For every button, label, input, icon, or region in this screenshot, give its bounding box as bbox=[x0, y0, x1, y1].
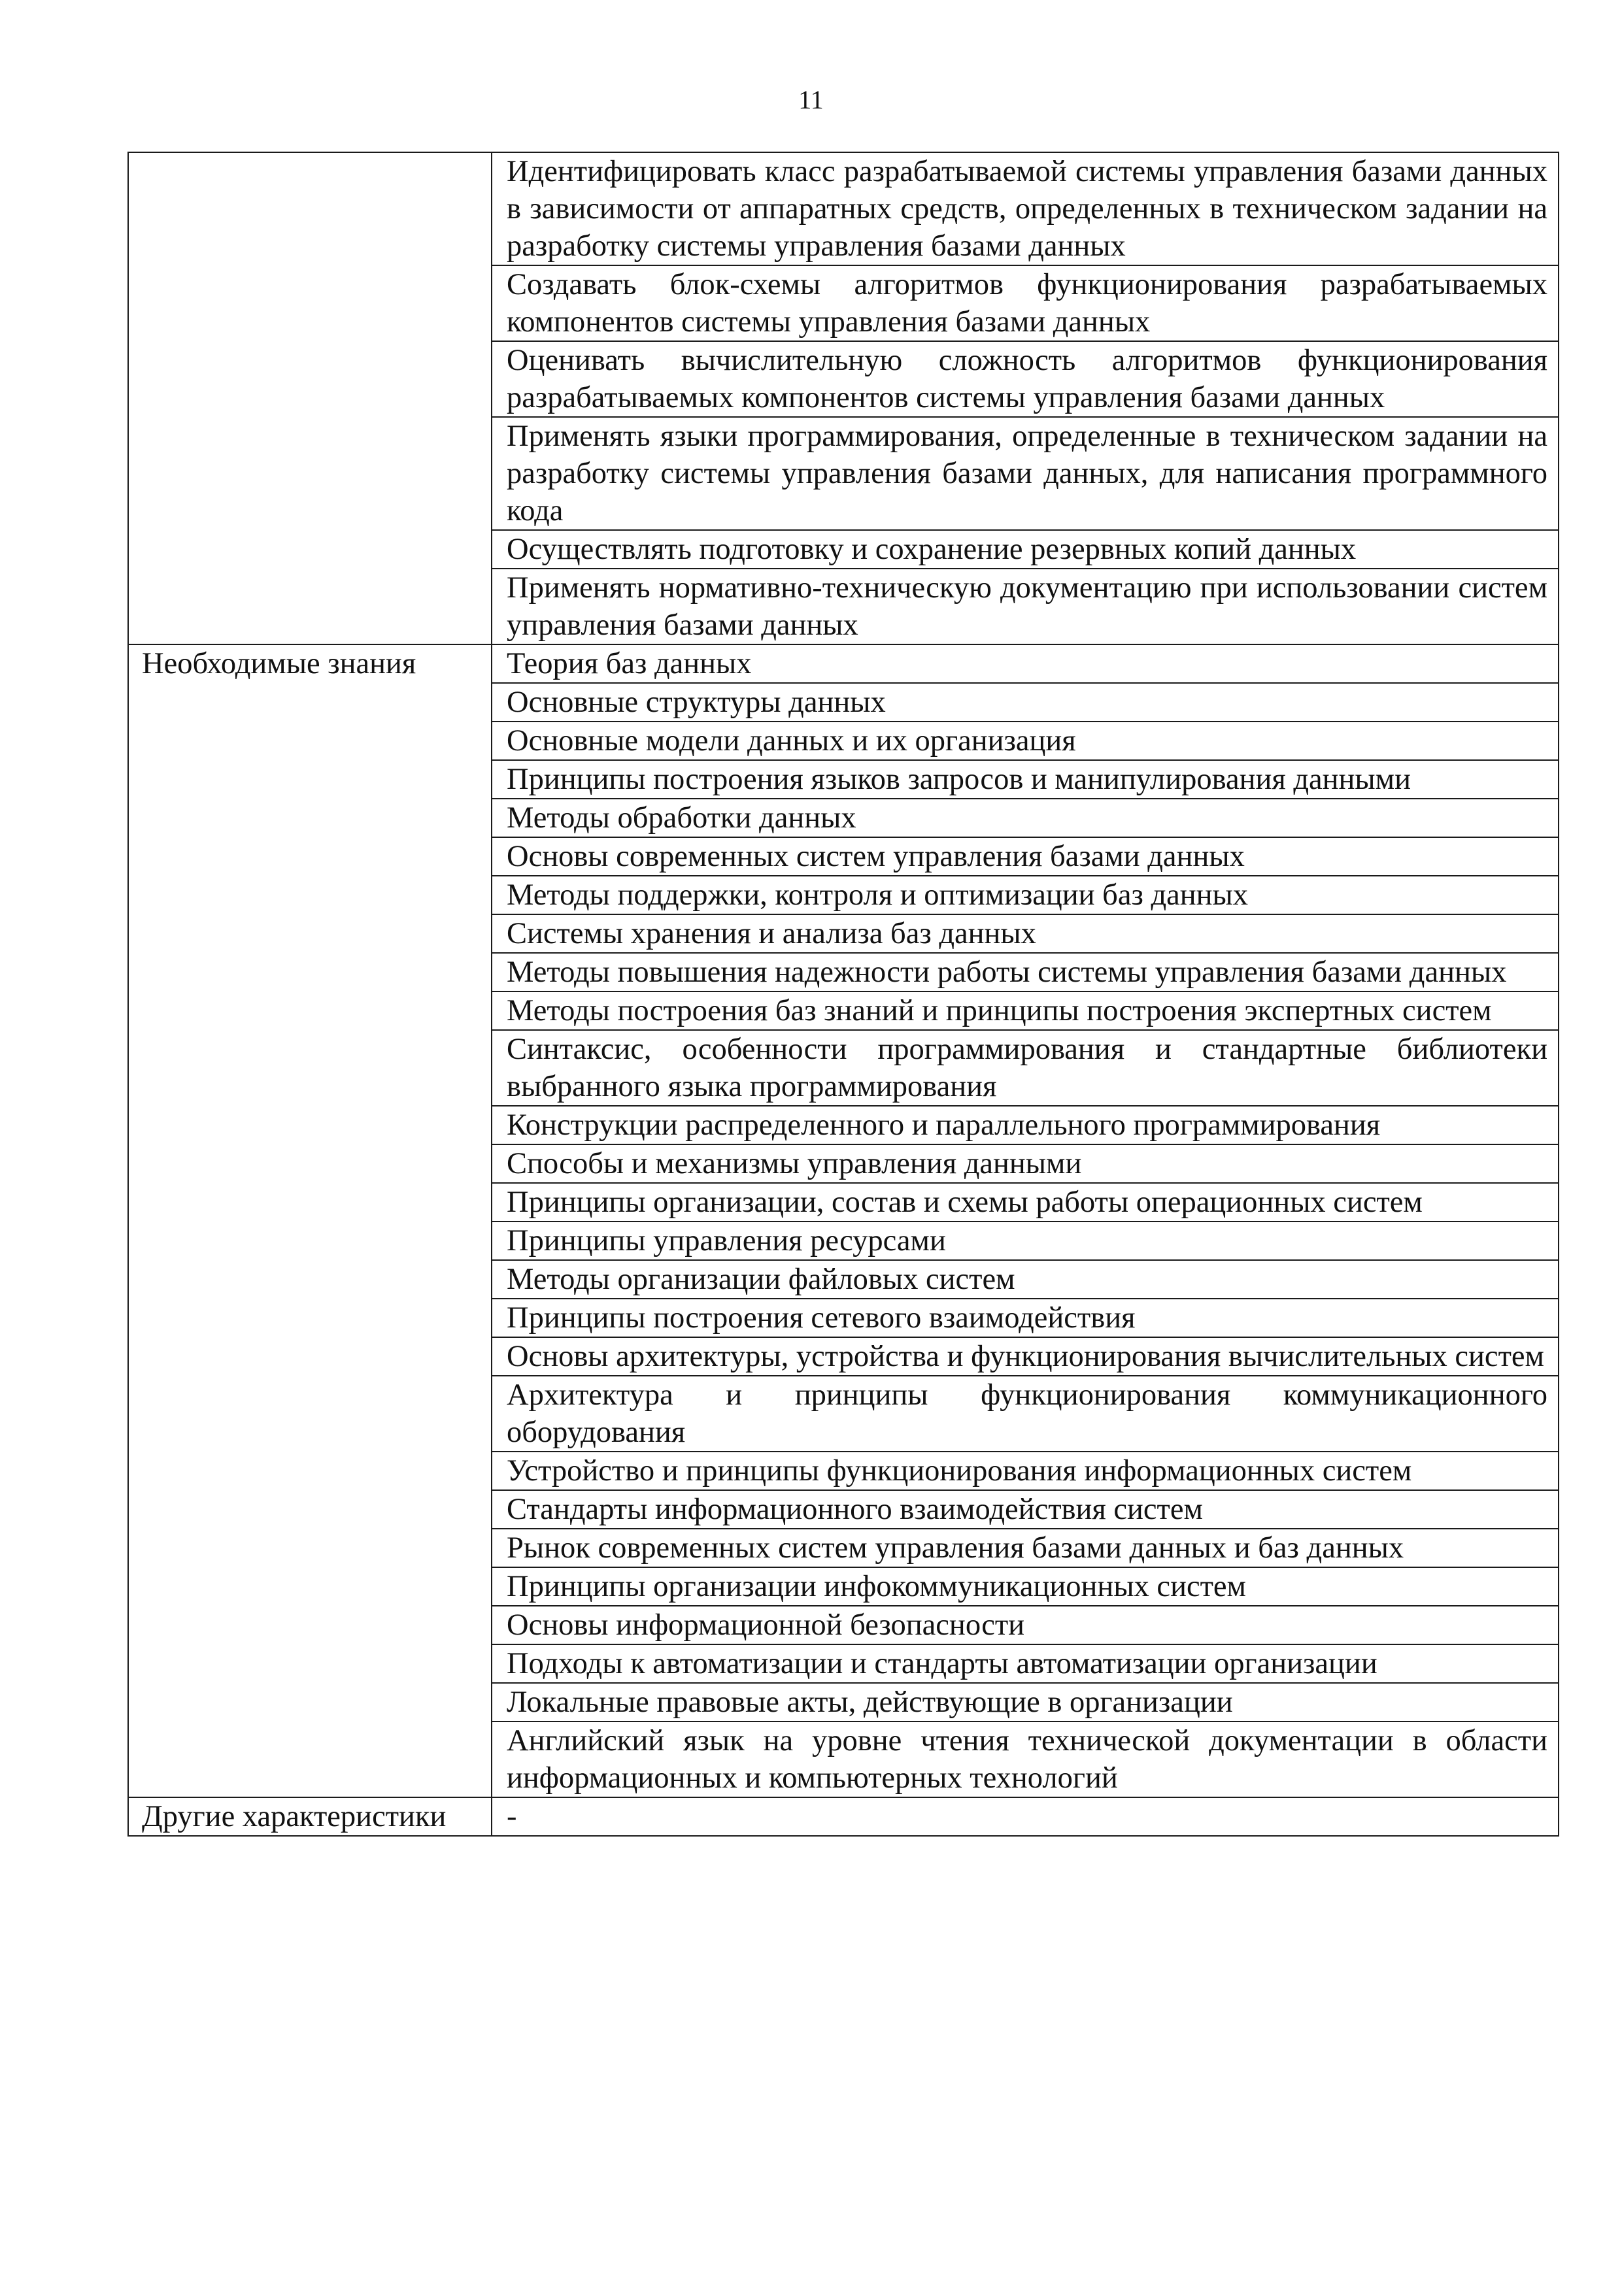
section-label-continuation bbox=[128, 1376, 492, 1452]
requirement-item: Принципы построения сетевого взаимодействия bbox=[492, 1299, 1559, 1337]
requirement-item: Создавать блок-схемы алгоритмов функционирования разрабатываемых компонентов системы управления базами данных bbox=[492, 265, 1559, 341]
table-row bbox=[128, 265, 1559, 341]
table-row bbox=[128, 644, 1559, 683]
requirement-item: Осуществлять подготовку и сохранение резервных копий данных bbox=[492, 530, 1559, 569]
section-label-continuation bbox=[128, 1567, 492, 1606]
section-label-continuation bbox=[128, 876, 492, 914]
section-label-continuation bbox=[128, 1683, 492, 1722]
requirement-item: Рынок современных систем управления базами данных и баз данных bbox=[492, 1529, 1559, 1567]
table-row bbox=[128, 1452, 1559, 1490]
section-label-continuation bbox=[128, 1260, 492, 1299]
requirement-item: Архитектура и принципы функционирования коммуникационного оборудования bbox=[492, 1376, 1559, 1452]
section-label-continuation bbox=[128, 1490, 492, 1529]
section-label: Необходимые знания bbox=[128, 644, 492, 683]
table-row bbox=[128, 1183, 1559, 1222]
table-row bbox=[128, 1030, 1559, 1106]
table-row bbox=[128, 1797, 1559, 1836]
table-row bbox=[128, 799, 1559, 837]
table-row bbox=[128, 1606, 1559, 1644]
section-label-continuation bbox=[128, 1452, 492, 1490]
section-label-continuation bbox=[128, 991, 492, 1030]
section-label-continuation bbox=[128, 722, 492, 760]
requirement-item: Способы и механизмы управления данными bbox=[492, 1144, 1559, 1183]
requirement-item: Оценивать вычислительную сложность алгоритмов функционирования разрабатываемых компонентов системы управления базами данных bbox=[492, 341, 1559, 417]
section-label-continuation bbox=[128, 1183, 492, 1222]
requirement-item: Системы хранения и анализа баз данных bbox=[492, 914, 1559, 953]
section-label-continuation bbox=[128, 1222, 492, 1260]
requirement-item: Применять нормативно-техническую документацию при использовании систем управления базами данных bbox=[492, 569, 1559, 644]
table-row bbox=[128, 760, 1559, 799]
table-row bbox=[128, 914, 1559, 953]
table-row bbox=[128, 1144, 1559, 1183]
requirement-item: Локальные правовые акты, действующие в организации bbox=[492, 1683, 1559, 1722]
requirement-item: Стандарты информационного взаимодействия систем bbox=[492, 1490, 1559, 1529]
table-row bbox=[128, 1376, 1559, 1452]
section-label-continuation bbox=[128, 569, 492, 644]
table-row bbox=[128, 837, 1559, 876]
requirement-item: Методы обработки данных bbox=[492, 799, 1559, 837]
section-label-continuation bbox=[128, 1337, 492, 1376]
table-row bbox=[128, 1337, 1559, 1376]
requirement-item: Подходы к автоматизации и стандарты автоматизации организации bbox=[492, 1644, 1559, 1683]
section-label-continuation bbox=[128, 683, 492, 722]
table-row bbox=[128, 876, 1559, 914]
requirement-item: Основные структуры данных bbox=[492, 683, 1559, 722]
table-row bbox=[128, 991, 1559, 1030]
section-label-continuation bbox=[128, 1722, 492, 1797]
requirement-item: Основы информационной безопасности bbox=[492, 1606, 1559, 1644]
table-row bbox=[128, 1299, 1559, 1337]
table-row bbox=[128, 722, 1559, 760]
requirement-item: Методы организации файловых систем bbox=[492, 1260, 1559, 1299]
requirement-item: Методы поддержки, контроля и оптимизации баз данных bbox=[492, 876, 1559, 914]
requirement-item: Основы современных систем управления базами данных bbox=[492, 837, 1559, 876]
section-label bbox=[128, 152, 492, 265]
section-label-continuation bbox=[128, 1106, 492, 1144]
section-label-continuation bbox=[128, 953, 492, 991]
requirement-item: Принципы управления ресурсами bbox=[492, 1222, 1559, 1260]
section-label-continuation bbox=[128, 1144, 492, 1183]
section-label-continuation bbox=[128, 1529, 492, 1567]
table-row bbox=[128, 683, 1559, 722]
requirement-item: Принципы построения языков запросов и манипулирования данными bbox=[492, 760, 1559, 799]
table-row bbox=[128, 1644, 1559, 1683]
section-label-continuation bbox=[128, 914, 492, 953]
table-row bbox=[128, 1567, 1559, 1606]
section-label-continuation bbox=[128, 760, 492, 799]
section-label-continuation bbox=[128, 417, 492, 530]
table-row bbox=[128, 1260, 1559, 1299]
table-row bbox=[128, 1529, 1559, 1567]
section-label-continuation bbox=[128, 530, 492, 569]
section-label-continuation bbox=[128, 265, 492, 341]
section-label: Другие характеристики bbox=[128, 1797, 492, 1836]
table-row bbox=[128, 341, 1559, 417]
requirements-table bbox=[127, 152, 1559, 1837]
table-row bbox=[128, 1722, 1559, 1797]
table-row bbox=[128, 1106, 1559, 1144]
table-row bbox=[128, 1490, 1559, 1529]
requirement-item: Основные модели данных и их организация bbox=[492, 722, 1559, 760]
section-label-continuation bbox=[128, 799, 492, 837]
table-row bbox=[128, 1683, 1559, 1722]
requirement-item: - bbox=[492, 1797, 1559, 1836]
table-row bbox=[128, 569, 1559, 644]
requirement-item: Методы построения баз знаний и принципы построения экспертных систем bbox=[492, 991, 1559, 1030]
section-label-continuation bbox=[128, 1606, 492, 1644]
requirement-item: Конструкции распределенного и параллельного программирования bbox=[492, 1106, 1559, 1144]
table-row bbox=[128, 152, 1559, 265]
requirement-item: Теория баз данных bbox=[492, 644, 1559, 683]
section-label-continuation bbox=[128, 1030, 492, 1106]
requirement-item: Синтаксис, особенности программирования и стандартные библиотеки выбранного языка программирования bbox=[492, 1030, 1559, 1106]
table-row bbox=[128, 417, 1559, 530]
table-row bbox=[128, 530, 1559, 569]
page-number: 11 bbox=[798, 85, 824, 114]
requirement-item: Принципы организации инфокоммуникационных систем bbox=[492, 1567, 1559, 1606]
table-row bbox=[128, 1222, 1559, 1260]
section-label-continuation bbox=[128, 1299, 492, 1337]
requirement-item: Идентифицировать класс разрабатываемой системы управления базами данных в зависимости от аппаратных средств, определенных в техническом задании на разработку системы управления базами данных bbox=[492, 152, 1559, 265]
requirement-item: Английский язык на уровне чтения технической документации в области информационных и компьютерных технологий bbox=[492, 1722, 1559, 1797]
requirement-item: Принципы организации, состав и схемы работы операционных систем bbox=[492, 1183, 1559, 1222]
requirement-item: Устройство и принципы функционирования информационных систем bbox=[492, 1452, 1559, 1490]
requirement-item: Применять языки программирования, определенные в техническом задании на разработку системы управления базами данных, для написания программного кода bbox=[492, 417, 1559, 530]
requirement-item: Основы архитектуры, устройства и функционирования вычислительных систем bbox=[492, 1337, 1559, 1376]
requirement-item: Методы повышения надежности работы системы управления базами данных bbox=[492, 953, 1559, 991]
requirements-table-body bbox=[128, 152, 1559, 1836]
section-label-continuation bbox=[128, 837, 492, 876]
table-row bbox=[128, 953, 1559, 991]
section-label-continuation bbox=[128, 341, 492, 417]
section-label-continuation bbox=[128, 1644, 492, 1683]
